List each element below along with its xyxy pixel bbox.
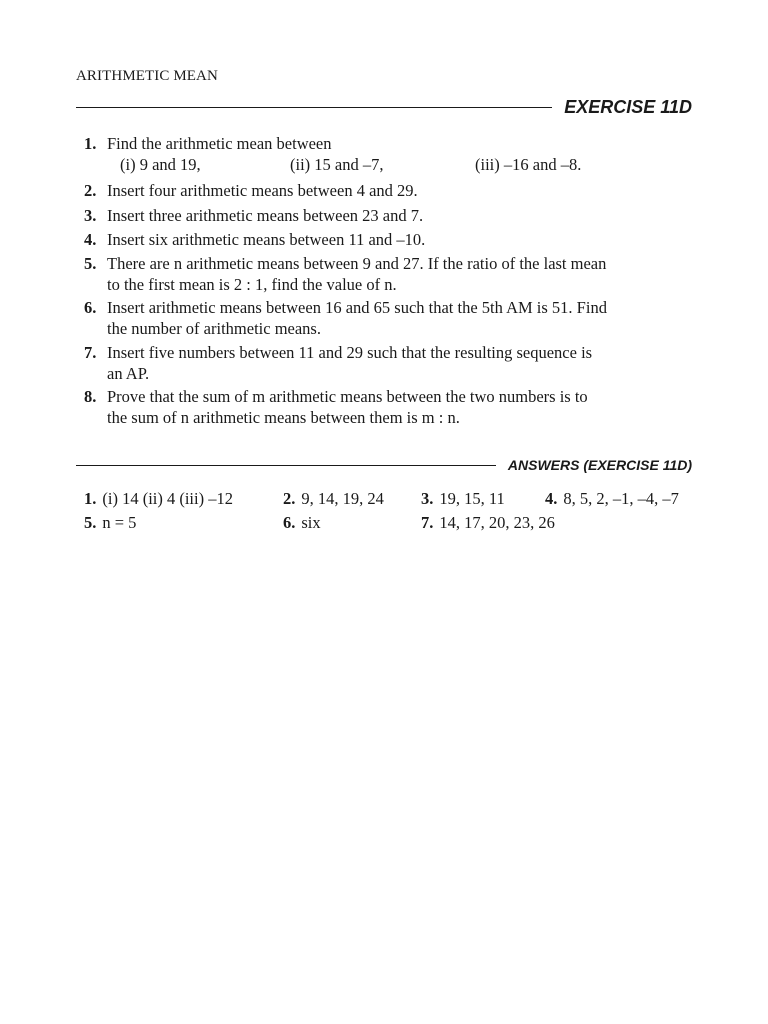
heading-rule bbox=[76, 107, 552, 108]
question-number: 5. bbox=[84, 254, 97, 273]
answer-number: 6. bbox=[283, 513, 296, 532]
question-number: 8. bbox=[84, 387, 97, 406]
part-label: (i) bbox=[120, 155, 136, 174]
answer-3 bbox=[421, 489, 505, 509]
question-number: 1. bbox=[84, 134, 97, 153]
exercise-heading bbox=[76, 97, 692, 118]
question-8 bbox=[84, 386, 696, 428]
answer-number: 2. bbox=[283, 489, 296, 508]
question-7 bbox=[84, 342, 696, 384]
question-text-line-2: an AP. bbox=[107, 364, 150, 383]
question-number: 2. bbox=[84, 181, 97, 200]
answer-text: 9, 14, 19, 24 bbox=[301, 489, 384, 508]
question-text: Insert four arithmetic means between 4 and 29. bbox=[107, 181, 418, 200]
question-2 bbox=[84, 180, 696, 201]
answer-text: n = 5 bbox=[102, 513, 137, 532]
answer-text: 14, 17, 20, 23, 26 bbox=[439, 513, 555, 532]
q1-part-ii bbox=[290, 155, 384, 175]
question-text: Insert three arithmetic means between 23 and 7. bbox=[107, 206, 424, 225]
answer-2 bbox=[283, 489, 384, 509]
question-6 bbox=[84, 297, 696, 339]
answer-4 bbox=[545, 489, 679, 509]
q1-part-iii bbox=[475, 155, 581, 175]
part-label: (ii) bbox=[290, 155, 311, 174]
answer-6 bbox=[283, 513, 321, 533]
question-5 bbox=[84, 253, 696, 295]
question-3 bbox=[84, 205, 696, 226]
question-text-line-1: Prove that the sum of m arithmetic means between the two numbers is to bbox=[107, 387, 588, 406]
answers-title: ANSWERS (EXERCISE 11D) bbox=[507, 457, 692, 473]
question-text-line-1: Insert five numbers between 11 and 29 such that the resulting sequence is bbox=[107, 343, 593, 362]
part-text: 9 and 19, bbox=[139, 155, 201, 174]
question-text: Find the arithmetic mean between bbox=[107, 134, 332, 153]
answer-text: 19, 15, 11 bbox=[439, 489, 505, 508]
running-header: ARITHMETIC MEAN bbox=[76, 68, 218, 84]
question-number: 6. bbox=[84, 298, 97, 317]
heading-rule bbox=[76, 465, 496, 466]
answer-number: 3. bbox=[421, 489, 434, 508]
part-text: 15 and –7, bbox=[314, 155, 384, 174]
question-number: 3. bbox=[84, 206, 97, 225]
q1-part-i bbox=[120, 155, 201, 175]
answer-7 bbox=[421, 513, 555, 533]
answer-number: 7. bbox=[421, 513, 434, 532]
answers-heading bbox=[76, 457, 692, 473]
answer-number: 5. bbox=[84, 513, 97, 532]
answer-number: 4. bbox=[545, 489, 558, 508]
part-label: (iii) bbox=[475, 155, 500, 174]
question-4 bbox=[84, 229, 696, 250]
answer-text: (i) 14 (ii) 4 (iii) –12 bbox=[102, 489, 233, 508]
question-text-line-1: There are n arithmetic means between 9 and 27. If the ratio of the last mean bbox=[107, 254, 607, 273]
question-number: 7. bbox=[84, 343, 97, 362]
exercise-title: EXERCISE 11D bbox=[564, 97, 692, 117]
question-text-line-2: the sum of n arithmetic means between them is m : n. bbox=[107, 408, 460, 427]
question-text-line-2: to the first mean is 2 : 1, find the value of n. bbox=[107, 275, 397, 294]
question-text: Insert six arithmetic means between 11 and –10. bbox=[107, 230, 426, 249]
question-1 bbox=[84, 133, 696, 154]
answer-number: 1. bbox=[84, 489, 97, 508]
answer-5 bbox=[84, 513, 136, 533]
answer-text: 8, 5, 2, –1, –4, –7 bbox=[563, 489, 679, 508]
question-number: 4. bbox=[84, 230, 97, 249]
question-text-line-1: Insert arithmetic means between 16 and 65 such that the 5th AM is 51. Find bbox=[107, 298, 607, 317]
part-text: –16 and –8. bbox=[503, 155, 582, 174]
answer-text: six bbox=[301, 513, 321, 532]
answer-1 bbox=[84, 489, 233, 509]
question-text-line-2: the number of arithmetic means. bbox=[107, 319, 321, 338]
